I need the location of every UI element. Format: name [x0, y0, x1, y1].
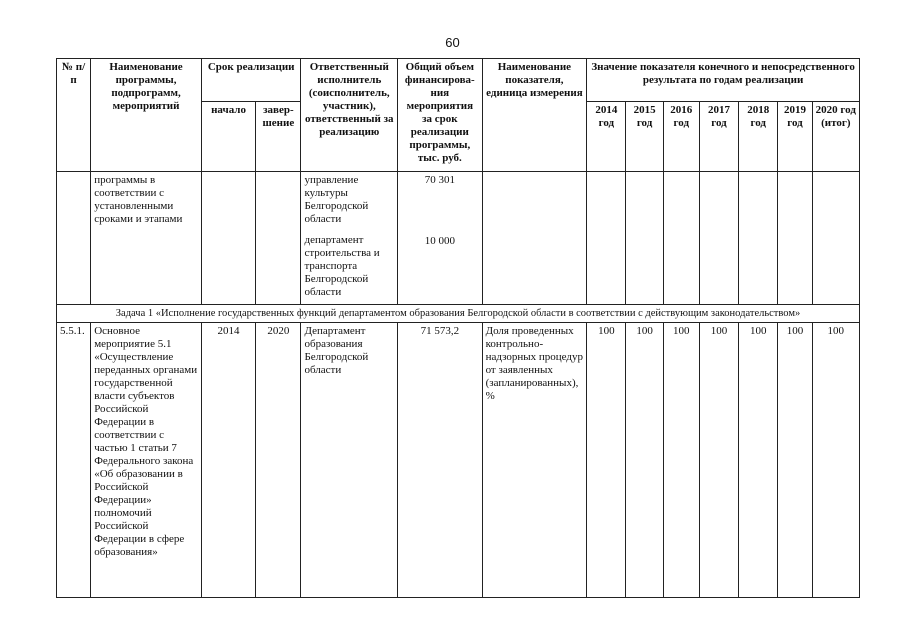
col-finance-header: Общий объем финансирова-ния мероприятия за срок реализации программы, тыс. руб. — [398, 59, 483, 172]
task-title: Задача 1 «Исполнение государственных функций департаментом образования Белгородской области в соответствии с действующим законодательством» — [57, 305, 860, 323]
row-start-cell: 2014 — [201, 323, 255, 598]
row-indicator-cell: Доля проведенных контрольно-надзорных процедур от заявленных (запланированных), % — [482, 323, 587, 598]
value-cell: 100 — [663, 323, 699, 598]
col-term-end-header: завер-шение — [256, 102, 301, 172]
executor-construction: департамент строительства и транспорта Белгородской области — [304, 234, 380, 298]
col-executor-header: Ответственный исполнитель (соисполнитель, участник), ответственный за реализацию — [301, 59, 398, 172]
table-row-5-5-1 — [57, 323, 860, 598]
year-header: 2014 год — [587, 102, 626, 172]
col-values-header: Значение показателя конечного и непосредственного результата по годам реализации — [587, 59, 860, 102]
row-end-cell: 2020 — [256, 323, 301, 598]
col-name-header: Наименование программы, подпрограмм, мероприятий — [91, 59, 202, 172]
value-cell: 100 — [587, 323, 626, 598]
year-header: 2015 год — [626, 102, 663, 172]
finance-construction: 10 000 — [424, 235, 455, 247]
executor-culture: управление культуры Белгородской области — [304, 174, 369, 225]
year-header: 2018 год — [739, 102, 778, 172]
row-num-cell: 5.5.1. — [57, 323, 91, 598]
col-term-header: Срок реализации — [201, 59, 301, 102]
row-name-cell: программы в соответствии с установленными сроками и этапами — [91, 172, 202, 305]
header-row-1 — [57, 59, 860, 102]
value-cell: 100 — [626, 323, 663, 598]
col-indicator-header: Наименование показателя, единица измерения — [482, 59, 587, 172]
year-header: 2019 год — [778, 102, 812, 172]
page-number: 60 — [445, 35, 460, 50]
table-row-continuation — [57, 172, 860, 305]
row-name-cell: Основное мероприятие 5.1 «Осуществление переданных органами государственной власти субъектов Российской Федерации в соответствии с частью 1 статьи 7 Федерального закона «Об образовании в Российской Федерации» полномочий Российской Федерации в сфере образования» — [91, 323, 202, 598]
value-cell: 100 — [778, 323, 812, 598]
row-executor-cell: Департамент образования Белгородской области — [301, 323, 398, 598]
program-table — [56, 58, 860, 598]
year-header: 2016 год — [663, 102, 699, 172]
row-executor-cell — [301, 172, 398, 305]
row-finance-cell: 71 573,2 — [398, 323, 483, 598]
task-row — [57, 305, 860, 323]
year-header: 2017 год — [699, 102, 738, 172]
value-cell: 100 — [739, 323, 778, 598]
col-term-start-header: начало — [201, 102, 255, 172]
finance-culture: 70 301 — [424, 174, 455, 186]
value-cell: 100 — [699, 323, 738, 598]
row-finance-cell — [398, 172, 483, 305]
value-cell: 100 — [812, 323, 859, 598]
year-header: 2020 год (итог) — [812, 102, 859, 172]
col-num-header: № п/п — [57, 59, 91, 172]
